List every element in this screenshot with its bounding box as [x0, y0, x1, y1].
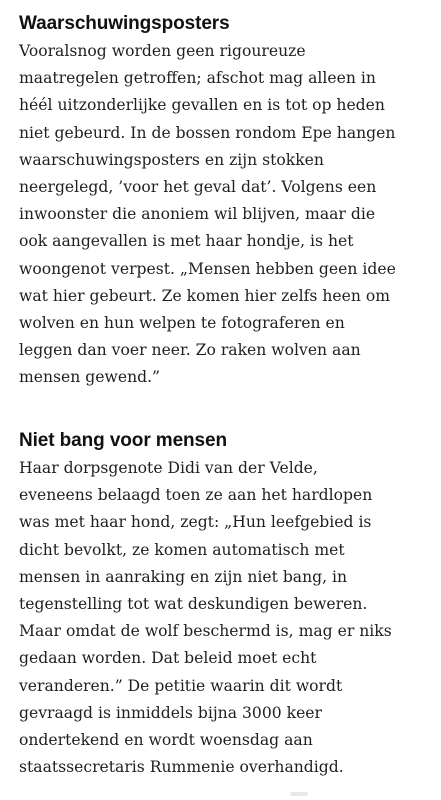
paragraph-line: niet gebeurd. In de bossen rondom Epe hangen [19, 123, 396, 142]
paragraph-line: gevraagd is inmiddels bijna 3000 keer [19, 703, 322, 722]
paragraph-line: ook aangevallen is met haar hondje, is het [19, 232, 354, 251]
paragraph-line: eveneens belaagd toen ze aan het hardlopen [19, 486, 373, 505]
paragraph-line: was met haar hond, zegt: „Hun leefgebied is [19, 513, 372, 532]
paragraph-line: Maar omdat de wolf beschermd is, mag er niks [19, 622, 392, 641]
paragraph-line: inwoonster die anoniem wil blijven, maar die [19, 205, 376, 224]
paragraph-line: mensen gewend.” [19, 368, 161, 387]
paragraph-line: waarschuwingsposters en zijn stokken [19, 150, 324, 169]
paragraph-line: Vooralsnog worden geen rigoureuze [19, 42, 306, 60]
paragraph-line: wolven en hun welpen te fotograferen en [19, 314, 345, 333]
paragraph-line: neergelegd, ’voor het geval dat’. Volgens een [19, 178, 377, 197]
paragraph-line: veranderen.” De petitie waarin dit wordt [19, 676, 343, 695]
paragraph-line: staatssecretaris Rummenie overhandigd. [19, 758, 344, 777]
paragraph-line: wat hier gebeurt. Ze komen hier zelfs heen om [19, 286, 391, 305]
paragraph-line: gedaan worden. Dat beleid moet echt [19, 649, 317, 668]
paragraph-line: tegenstelling tot wat deskundigen beweren. [19, 595, 368, 614]
paragraph-line: maatregelen getroffen; afschot mag alleen in [19, 69, 376, 88]
section-paragraph [19, 455, 427, 781]
section-paragraph [19, 38, 427, 392]
scroll-indicator[interactable] [290, 792, 308, 796]
paragraph-line: Haar dorpsgenote Didi van der Velde, [19, 459, 318, 477]
paragraph-line: leggen dan voer neer. Zo raken wolven aan [19, 341, 361, 360]
paragraph-line: woongenot verpest. „Mensen hebben geen idee [19, 259, 396, 278]
paragraph-line: dicht bevolkt, ze komen automatisch met [19, 540, 345, 559]
section-heading: Niet bang voor mensen [19, 430, 227, 451]
paragraph-line: mensen in aanraking en zijn niet bang, in [19, 567, 348, 586]
paragraph-line: ondertekend en wordt woensdag aan [19, 731, 313, 750]
section-heading: Waarschuwingsposters [19, 13, 230, 34]
paragraph-line: héél uitzonderlijke gevallen en is tot op heden [19, 96, 385, 115]
